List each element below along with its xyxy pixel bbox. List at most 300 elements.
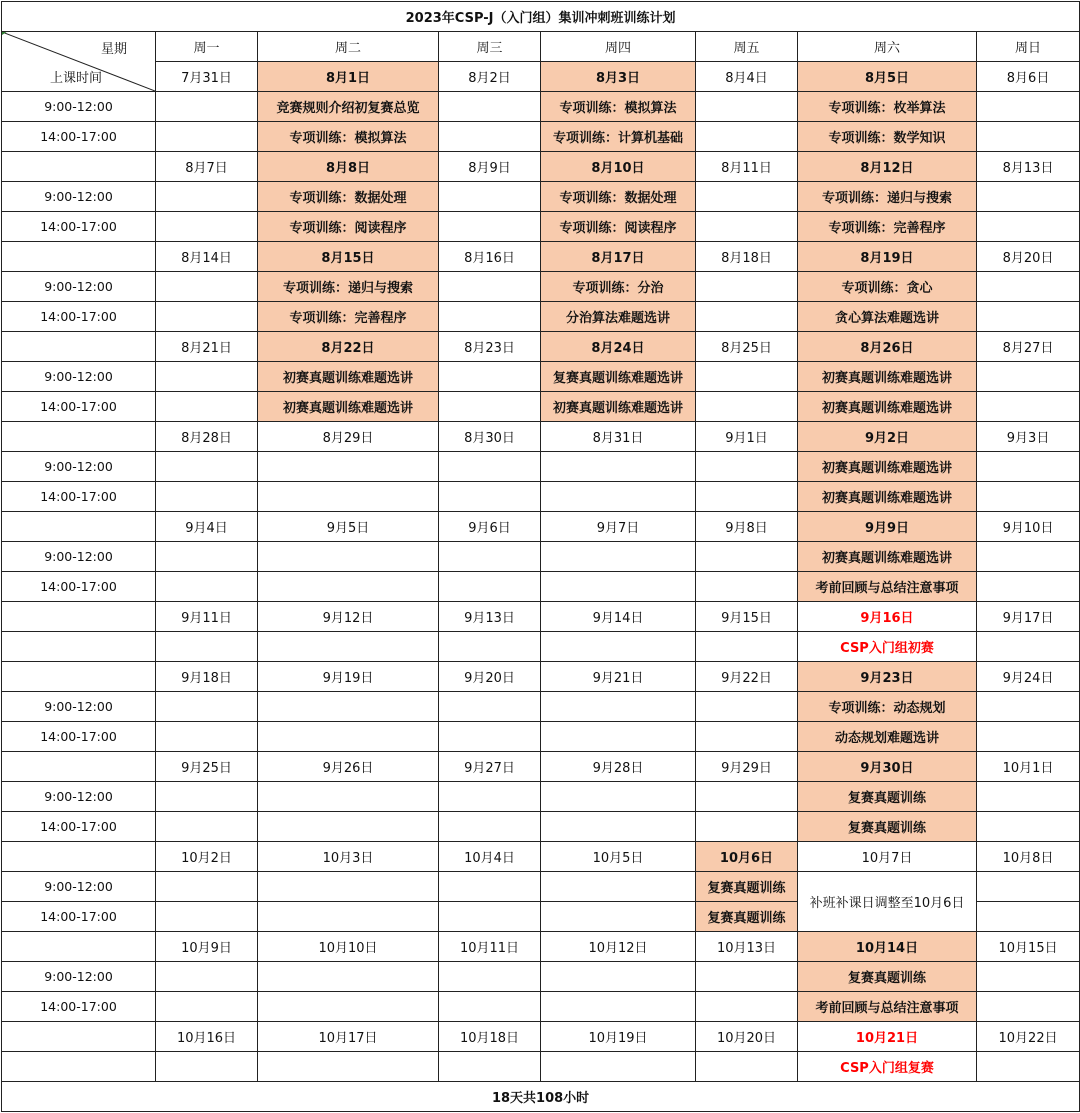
session-cell xyxy=(696,452,798,482)
weekday-header: 周二 xyxy=(258,32,439,62)
date-cell: 10月18日 xyxy=(439,1022,541,1052)
session-cell xyxy=(541,572,696,602)
date-cell: 8月19日 xyxy=(798,242,977,272)
session-cell xyxy=(977,692,1080,722)
session-cell: 初赛真题训练难题选讲 xyxy=(258,392,439,422)
date-cell: 8月4日 xyxy=(696,62,798,92)
session-cell: 专项训练：枚举算法 xyxy=(798,92,977,122)
time-slot-cell: 9:00-12:00 xyxy=(2,92,156,122)
session-cell xyxy=(977,302,1080,332)
date-cell: 9月13日 xyxy=(439,602,541,632)
session-cell xyxy=(156,632,258,662)
session-cell xyxy=(156,872,258,902)
session-cell xyxy=(541,992,696,1022)
date-cell: 9月24日 xyxy=(977,662,1080,692)
date-cell: 8月18日 xyxy=(696,242,798,272)
session-cell xyxy=(977,572,1080,602)
session-cell: CSP入门组初赛 xyxy=(798,632,977,662)
date-cell: 9月10日 xyxy=(977,512,1080,542)
date-cell: 8月25日 xyxy=(696,332,798,362)
date-cell: 8月31日 xyxy=(541,422,696,452)
date-cell: 9月14日 xyxy=(541,602,696,632)
session-cell xyxy=(977,212,1080,242)
date-cell: 9月30日 xyxy=(798,752,977,782)
date-cell: 9月11日 xyxy=(156,602,258,632)
session-cell xyxy=(977,992,1080,1022)
date-cell: 8月22日 xyxy=(258,332,439,362)
time-slot-cell: 14:00-17:00 xyxy=(2,902,156,932)
weekday-header-row xyxy=(2,32,1080,62)
date-cell: 8月1日 xyxy=(258,62,439,92)
session-cell xyxy=(258,812,439,842)
date-cell: 8月2日 xyxy=(439,62,541,92)
date-cell: 10月22日 xyxy=(977,1022,1080,1052)
session-cell xyxy=(156,992,258,1022)
session-cell xyxy=(977,962,1080,992)
session-cell xyxy=(696,362,798,392)
session-cell xyxy=(977,272,1080,302)
date-cell: 10月13日 xyxy=(696,932,798,962)
session-row xyxy=(2,572,1080,602)
session-row xyxy=(2,962,1080,992)
time-slot-cell xyxy=(2,152,156,182)
date-cell: 8月3日 xyxy=(541,62,696,92)
session-cell xyxy=(156,1052,258,1082)
session-cell xyxy=(541,872,696,902)
session-cell xyxy=(439,482,541,512)
table-title: 2023年CSP-J（入门组）集训冲刺班训练计划 xyxy=(2,2,1080,32)
session-cell xyxy=(258,572,439,602)
date-cell: 8月11日 xyxy=(696,152,798,182)
time-slot-cell: 9:00-12:00 xyxy=(2,452,156,482)
weekday-header: 周三 xyxy=(439,32,541,62)
session-cell xyxy=(696,212,798,242)
session-cell xyxy=(696,692,798,722)
session-cell xyxy=(977,92,1080,122)
session-row xyxy=(2,722,1080,752)
date-cell: 补班补课日调整至10月6日 xyxy=(798,872,977,932)
date-cell: 10月7日 xyxy=(798,842,977,872)
date-cell: 9月9日 xyxy=(798,512,977,542)
session-cell: 竞赛规则介绍初复赛总览 xyxy=(258,92,439,122)
date-cell: 9月15日 xyxy=(696,602,798,632)
date-cell: 9月8日 xyxy=(696,512,798,542)
session-cell xyxy=(696,482,798,512)
session-cell xyxy=(977,362,1080,392)
total-hours-summary: 18天共108小时 xyxy=(2,1082,1080,1112)
session-row xyxy=(2,632,1080,662)
session-row xyxy=(2,182,1080,212)
time-slot-cell: 9:00-12:00 xyxy=(2,692,156,722)
date-cell: 9月18日 xyxy=(156,662,258,692)
session-cell xyxy=(439,122,541,152)
date-cell: 8月29日 xyxy=(258,422,439,452)
session-cell xyxy=(439,1052,541,1082)
session-cell: 动态规划难题选讲 xyxy=(798,722,977,752)
session-cell: 贪心算法难题选讲 xyxy=(798,302,977,332)
date-cell: 10月16日 xyxy=(156,1022,258,1052)
session-cell: 专项训练：计算机基础 xyxy=(541,122,696,152)
date-cell: 10月20日 xyxy=(696,1022,798,1052)
session-cell: 专项训练：模拟算法 xyxy=(541,92,696,122)
session-cell xyxy=(258,542,439,572)
session-cell: 专项训练：动态规划 xyxy=(798,692,977,722)
session-cell: 复赛真题训练难题选讲 xyxy=(541,362,696,392)
session-cell: 复赛真题训练 xyxy=(798,812,977,842)
date-cell: 9月17日 xyxy=(977,602,1080,632)
session-cell xyxy=(258,452,439,482)
session-cell xyxy=(541,452,696,482)
session-cell xyxy=(541,902,696,932)
session-cell xyxy=(977,542,1080,572)
date-cell: 8月5日 xyxy=(798,62,977,92)
session-cell xyxy=(258,992,439,1022)
session-row xyxy=(2,782,1080,812)
session-cell xyxy=(258,1052,439,1082)
session-cell: 初赛真题训练难题选讲 xyxy=(798,452,977,482)
session-cell xyxy=(696,572,798,602)
session-cell: 复赛真题训练 xyxy=(696,872,798,902)
session-row xyxy=(2,392,1080,422)
date-cell: 10月8日 xyxy=(977,842,1080,872)
session-cell xyxy=(156,272,258,302)
date-cell: 8月15日 xyxy=(258,242,439,272)
time-slot-cell xyxy=(2,662,156,692)
date-cell: 10月19日 xyxy=(541,1022,696,1052)
time-slot-cell: 14:00-17:00 xyxy=(2,992,156,1022)
date-cell: 9月23日 xyxy=(798,662,977,692)
session-cell xyxy=(258,722,439,752)
session-cell: 初赛真题训练难题选讲 xyxy=(798,392,977,422)
session-cell: 专项训练：递归与搜索 xyxy=(798,182,977,212)
date-cell: 8月24日 xyxy=(541,332,696,362)
session-cell xyxy=(258,902,439,932)
session-row xyxy=(2,1052,1080,1082)
time-slot-cell: 9:00-12:00 xyxy=(2,542,156,572)
date-cell: 8月12日 xyxy=(798,152,977,182)
session-cell xyxy=(439,182,541,212)
schedule-table xyxy=(1,1,1080,1112)
date-cell: 9月19日 xyxy=(258,662,439,692)
session-cell xyxy=(977,482,1080,512)
session-cell xyxy=(977,182,1080,212)
session-cell: 专项训练：分治 xyxy=(541,272,696,302)
session-cell: 考前回顾与总结注意事项 xyxy=(798,992,977,1022)
date-cell: 9月12日 xyxy=(258,602,439,632)
session-cell xyxy=(977,632,1080,662)
date-cell: 9月28日 xyxy=(541,752,696,782)
session-cell xyxy=(696,302,798,332)
date-cell: 9月27日 xyxy=(439,752,541,782)
weekday-header: 周一 xyxy=(156,32,258,62)
session-cell xyxy=(541,692,696,722)
session-row xyxy=(2,272,1080,302)
session-cell: 初赛真题训练难题选讲 xyxy=(798,362,977,392)
time-slot-cell xyxy=(2,632,156,662)
date-cell: 9月16日 xyxy=(798,602,977,632)
date-cell: 8月6日 xyxy=(977,62,1080,92)
time-slot-cell: 9:00-12:00 xyxy=(2,362,156,392)
date-cell: 10月15日 xyxy=(977,932,1080,962)
session-cell xyxy=(258,692,439,722)
time-slot-cell xyxy=(2,242,156,272)
session-cell xyxy=(541,962,696,992)
session-cell xyxy=(696,542,798,572)
date-cell: 8月7日 xyxy=(156,152,258,182)
session-cell xyxy=(696,962,798,992)
date-cell: 9月22日 xyxy=(696,662,798,692)
date-cell: 8月13日 xyxy=(977,152,1080,182)
session-row xyxy=(2,302,1080,332)
session-cell xyxy=(439,962,541,992)
session-cell: 专项训练：数据处理 xyxy=(541,182,696,212)
date-cell: 8月20日 xyxy=(977,242,1080,272)
session-cell xyxy=(439,902,541,932)
session-cell xyxy=(156,122,258,152)
date-cell: 9月29日 xyxy=(696,752,798,782)
session-cell xyxy=(696,782,798,812)
session-cell: 专项训练：数学知识 xyxy=(798,122,977,152)
date-cell: 10月12日 xyxy=(541,932,696,962)
session-cell xyxy=(439,722,541,752)
session-cell xyxy=(977,902,1080,932)
session-cell: 专项训练：贪心 xyxy=(798,272,977,302)
date-cell: 8月28日 xyxy=(156,422,258,452)
session-cell xyxy=(696,122,798,152)
session-cell xyxy=(696,722,798,752)
session-cell xyxy=(156,542,258,572)
session-cell xyxy=(439,212,541,242)
date-cell: 8月10日 xyxy=(541,152,696,182)
session-cell xyxy=(156,722,258,752)
date-cell: 9月21日 xyxy=(541,662,696,692)
date-cell: 8月14日 xyxy=(156,242,258,272)
time-slot-cell: 14:00-17:00 xyxy=(2,212,156,242)
session-cell xyxy=(977,812,1080,842)
date-row xyxy=(2,752,1080,782)
session-row xyxy=(2,992,1080,1022)
date-cell: 9月6日 xyxy=(439,512,541,542)
title-row xyxy=(2,2,1080,32)
session-cell xyxy=(977,1052,1080,1082)
date-cell: 8月27日 xyxy=(977,332,1080,362)
date-row xyxy=(2,1022,1080,1052)
date-row xyxy=(2,422,1080,452)
date-cell: 10月6日 xyxy=(696,842,798,872)
session-cell xyxy=(439,392,541,422)
date-cell: 9月4日 xyxy=(156,512,258,542)
time-slot-cell: 14:00-17:00 xyxy=(2,722,156,752)
date-cell: 10月5日 xyxy=(541,842,696,872)
session-cell xyxy=(977,452,1080,482)
session-cell: 专项训练：递归与搜索 xyxy=(258,272,439,302)
session-cell: CSP入门组复赛 xyxy=(798,1052,977,1082)
date-row xyxy=(2,152,1080,182)
session-cell xyxy=(156,92,258,122)
session-cell xyxy=(541,782,696,812)
session-cell xyxy=(439,272,541,302)
date-cell: 10月2日 xyxy=(156,842,258,872)
date-cell: 8月30日 xyxy=(439,422,541,452)
date-cell: 8月26日 xyxy=(798,332,977,362)
date-cell: 9月2日 xyxy=(798,422,977,452)
date-cell: 8月16日 xyxy=(439,242,541,272)
session-cell xyxy=(156,182,258,212)
time-slot-cell: 14:00-17:00 xyxy=(2,392,156,422)
date-cell: 9月7日 xyxy=(541,512,696,542)
corner-time-label: 上课时间 xyxy=(50,71,103,86)
session-cell xyxy=(258,782,439,812)
session-cell xyxy=(439,782,541,812)
time-slot-cell xyxy=(2,1022,156,1052)
session-cell xyxy=(439,362,541,392)
date-cell: 10月10日 xyxy=(258,932,439,962)
time-slot-cell xyxy=(2,422,156,452)
session-cell: 专项训练：模拟算法 xyxy=(258,122,439,152)
session-cell: 专项训练：完善程序 xyxy=(258,302,439,332)
session-row xyxy=(2,92,1080,122)
time-slot-cell xyxy=(2,1052,156,1082)
session-cell: 专项训练：完善程序 xyxy=(798,212,977,242)
session-cell xyxy=(156,452,258,482)
time-slot-cell: 9:00-12:00 xyxy=(2,962,156,992)
session-cell xyxy=(541,482,696,512)
session-cell xyxy=(696,92,798,122)
time-slot-cell xyxy=(2,752,156,782)
session-cell xyxy=(977,722,1080,752)
session-cell: 专项训练：数据处理 xyxy=(258,182,439,212)
time-slot-cell: 14:00-17:00 xyxy=(2,482,156,512)
session-cell xyxy=(439,542,541,572)
session-cell xyxy=(439,92,541,122)
session-cell xyxy=(696,632,798,662)
date-cell: 7月31日 xyxy=(156,62,258,92)
session-cell xyxy=(258,482,439,512)
session-cell: 初赛真题训练难题选讲 xyxy=(258,362,439,392)
session-cell xyxy=(156,362,258,392)
session-cell xyxy=(258,872,439,902)
session-cell xyxy=(439,572,541,602)
session-cell: 复赛真题训练 xyxy=(798,962,977,992)
date-cell: 8月21日 xyxy=(156,332,258,362)
session-cell xyxy=(156,392,258,422)
session-cell xyxy=(156,902,258,932)
session-cell xyxy=(977,872,1080,902)
session-cell xyxy=(541,542,696,572)
date-cell: 9月20日 xyxy=(439,662,541,692)
session-cell xyxy=(439,812,541,842)
session-cell xyxy=(156,482,258,512)
session-cell: 专项训练：阅读程序 xyxy=(541,212,696,242)
date-cell: 10月4日 xyxy=(439,842,541,872)
time-slot-cell xyxy=(2,512,156,542)
session-cell xyxy=(696,272,798,302)
session-cell xyxy=(541,1052,696,1082)
session-cell xyxy=(156,962,258,992)
weekday-header: 周日 xyxy=(977,32,1080,62)
time-slot-cell xyxy=(2,602,156,632)
session-row xyxy=(2,452,1080,482)
session-cell: 初赛真题训练难题选讲 xyxy=(798,482,977,512)
date-cell: 10月21日 xyxy=(798,1022,977,1052)
session-cell xyxy=(696,992,798,1022)
date-cell: 10月1日 xyxy=(977,752,1080,782)
date-cell: 10月9日 xyxy=(156,932,258,962)
session-row xyxy=(2,122,1080,152)
corner-week-label: 星期 xyxy=(100,42,127,57)
time-slot-cell: 9:00-12:00 xyxy=(2,872,156,902)
date-cell: 10月11日 xyxy=(439,932,541,962)
date-cell: 9月3日 xyxy=(977,422,1080,452)
session-cell xyxy=(541,812,696,842)
session-cell xyxy=(541,722,696,752)
weekday-header: 周六 xyxy=(798,32,977,62)
session-cell xyxy=(696,1052,798,1082)
session-cell: 复赛真题训练 xyxy=(696,902,798,932)
corner-header-cell xyxy=(2,32,156,92)
session-row xyxy=(2,542,1080,572)
footer-row xyxy=(2,1082,1080,1112)
date-row xyxy=(2,512,1080,542)
date-cell: 10月3日 xyxy=(258,842,439,872)
session-cell xyxy=(156,302,258,332)
date-cell: 10月17日 xyxy=(258,1022,439,1052)
time-slot-cell: 9:00-12:00 xyxy=(2,272,156,302)
session-row xyxy=(2,212,1080,242)
date-cell: 8月8日 xyxy=(258,152,439,182)
time-slot-cell xyxy=(2,932,156,962)
session-cell: 初赛真题训练难题选讲 xyxy=(798,542,977,572)
date-row xyxy=(2,62,1080,92)
session-cell xyxy=(439,992,541,1022)
session-cell xyxy=(696,392,798,422)
weekday-header: 周五 xyxy=(696,32,798,62)
session-cell xyxy=(696,182,798,212)
time-slot-cell xyxy=(2,842,156,872)
session-cell xyxy=(696,812,798,842)
session-row xyxy=(2,362,1080,392)
date-row xyxy=(2,872,1080,902)
session-row xyxy=(2,692,1080,722)
session-cell xyxy=(977,392,1080,422)
date-row xyxy=(2,602,1080,632)
date-cell: 9月1日 xyxy=(696,422,798,452)
date-cell: 9月26日 xyxy=(258,752,439,782)
session-cell xyxy=(156,572,258,602)
session-cell xyxy=(156,692,258,722)
session-cell xyxy=(977,122,1080,152)
session-cell xyxy=(258,632,439,662)
session-cell xyxy=(258,962,439,992)
session-cell: 专项训练：阅读程序 xyxy=(258,212,439,242)
session-cell xyxy=(439,632,541,662)
session-cell xyxy=(439,302,541,332)
session-cell: 复赛真题训练 xyxy=(798,782,977,812)
date-cell: 8月23日 xyxy=(439,332,541,362)
date-row xyxy=(2,242,1080,272)
date-cell: 8月17日 xyxy=(541,242,696,272)
date-cell: 9月5日 xyxy=(258,512,439,542)
date-row xyxy=(2,662,1080,692)
session-cell xyxy=(541,632,696,662)
session-cell xyxy=(439,692,541,722)
session-cell: 初赛真题训练难题选讲 xyxy=(541,392,696,422)
weekday-header: 周四 xyxy=(541,32,696,62)
session-cell xyxy=(439,452,541,482)
session-cell xyxy=(156,212,258,242)
time-slot-cell: 14:00-17:00 xyxy=(2,812,156,842)
session-cell xyxy=(439,872,541,902)
